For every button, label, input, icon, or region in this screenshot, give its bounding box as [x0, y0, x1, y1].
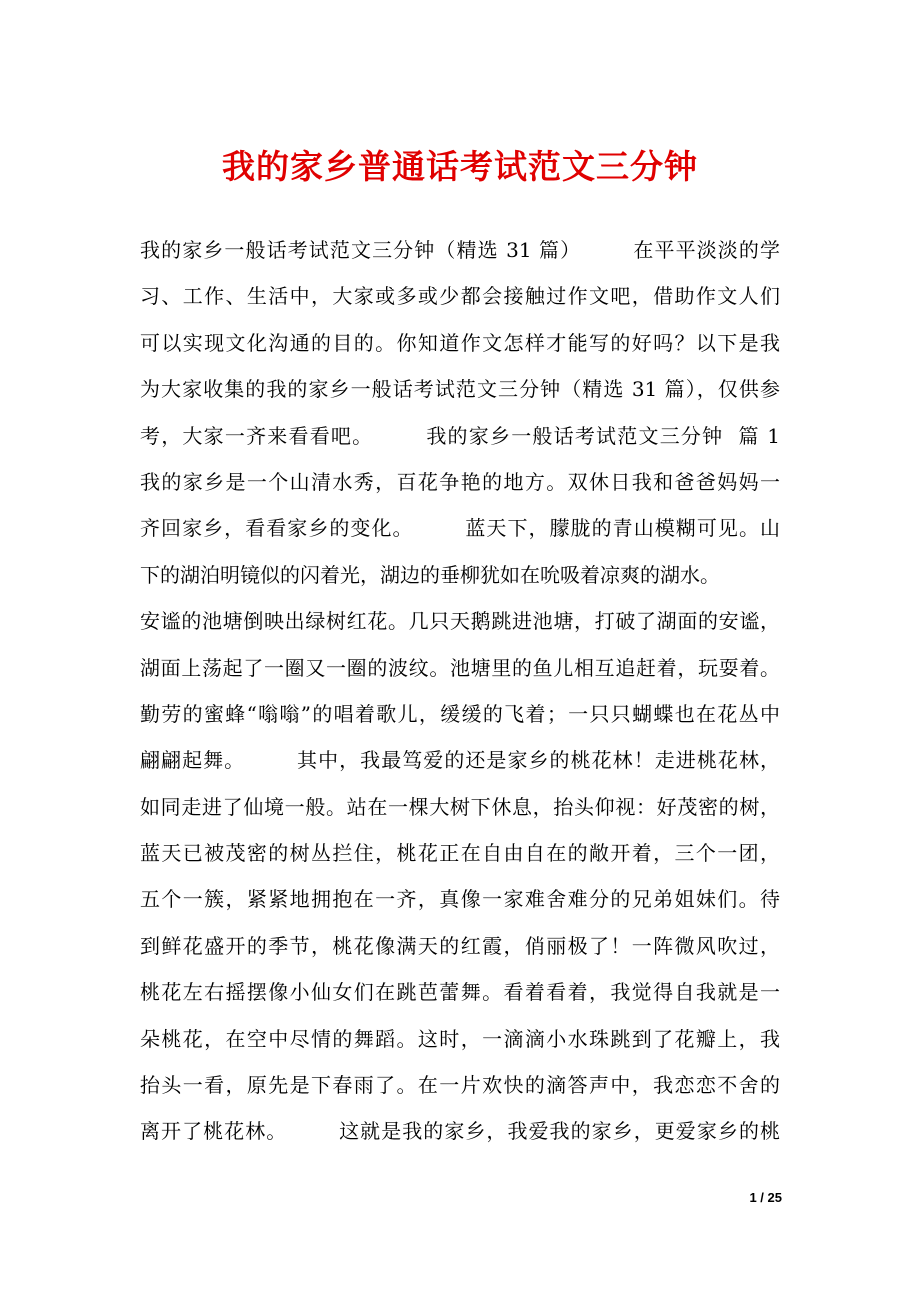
text-line: 我的家乡一般话考试范文三分钟（精选 31 篇） 在平平淡淡的学 — [140, 238, 780, 262]
text-line: 朵桃花，在空中尽情的舞蹈。这时，一滴滴小水珠跳到了花瓣上，我 — [140, 1026, 780, 1051]
text-line: 翩翩起舞。 其中，我最笃爱的还是家乡的桃花林！走进桃花林， — [140, 748, 780, 773]
text-line: 如同走进了仙境一般。站在一棵大树下休息，抬头仰视：好茂密的树， — [140, 794, 780, 819]
document-title: 我的家乡普通话考试范文三分钟 — [222, 147, 698, 186]
document-body — [140, 227, 780, 1155]
text-line: 离开了桃花林。 这就是我的家乡，我爱我的家乡，更爱家乡的桃 — [140, 1119, 780, 1144]
text-line: 抬头一看，原先是下春雨了。在一片欢快的滴答声中，我恋恋不舍的 — [140, 1073, 780, 1098]
text-line: 安谧的池塘倒映出绿树红花。几只天鹅跳进池塘，打破了湖面的安谧， — [140, 609, 780, 634]
text-line: 下的湖泊明镜似的闪着光，湖边的垂柳犹如在吮吸着凉爽的湖水。 — [140, 562, 720, 587]
text-line: 齐回家乡，看看家乡的变化。 蓝天下，朦胧的青山模糊可见。山 — [140, 516, 780, 541]
text-line: 到鲜花盛开的季节，桃花像满天的红霞，俏丽极了！一阵微风吹过， — [140, 933, 780, 958]
text-line: 蓝天已被茂密的树丛拦住，桃花正在自由自在的敞开着，三个一团， — [140, 841, 780, 866]
text-line: 考，大家一齐来看看吧。 我的家乡一般话考试范文三分钟 篇 1 — [140, 423, 780, 448]
page-number: 1 / 25 — [749, 1190, 782, 1205]
text-line: 桃花左右摇摆像小仙女们在跳芭蕾舞。看着看着，我觉得自我就是一 — [140, 980, 780, 1005]
text-line: 勤劳的蜜蜂“嗡嗡”的唱着歌儿，缓缓的飞着；一只只蝴蝶也在花丛中 — [140, 701, 780, 726]
text-line: 可以实现文化沟通的目的。你知道作文怎样才能写的好吗？以下是我 — [140, 330, 780, 355]
text-line: 五个一簇，紧紧地拥抱在一齐，真像一家难舍难分的兄弟姐妹们。待 — [140, 887, 780, 912]
text-line: 我的家乡是一个山清水秀，百花争艳的地方。双休日我和爸爸妈妈一 — [140, 469, 780, 494]
text-line: 为大家收集的我的家乡一般话考试范文三分钟（精选 31 篇），仅供参 — [140, 377, 780, 402]
text-line: 习、工作、生活中，大家或多或少都会接触过作文吧，借助作文人们 — [140, 284, 780, 309]
text-line: 湖面上荡起了一圈又一圈的波纹。池塘里的鱼儿相互追赶着，玩耍着。 — [140, 655, 780, 680]
